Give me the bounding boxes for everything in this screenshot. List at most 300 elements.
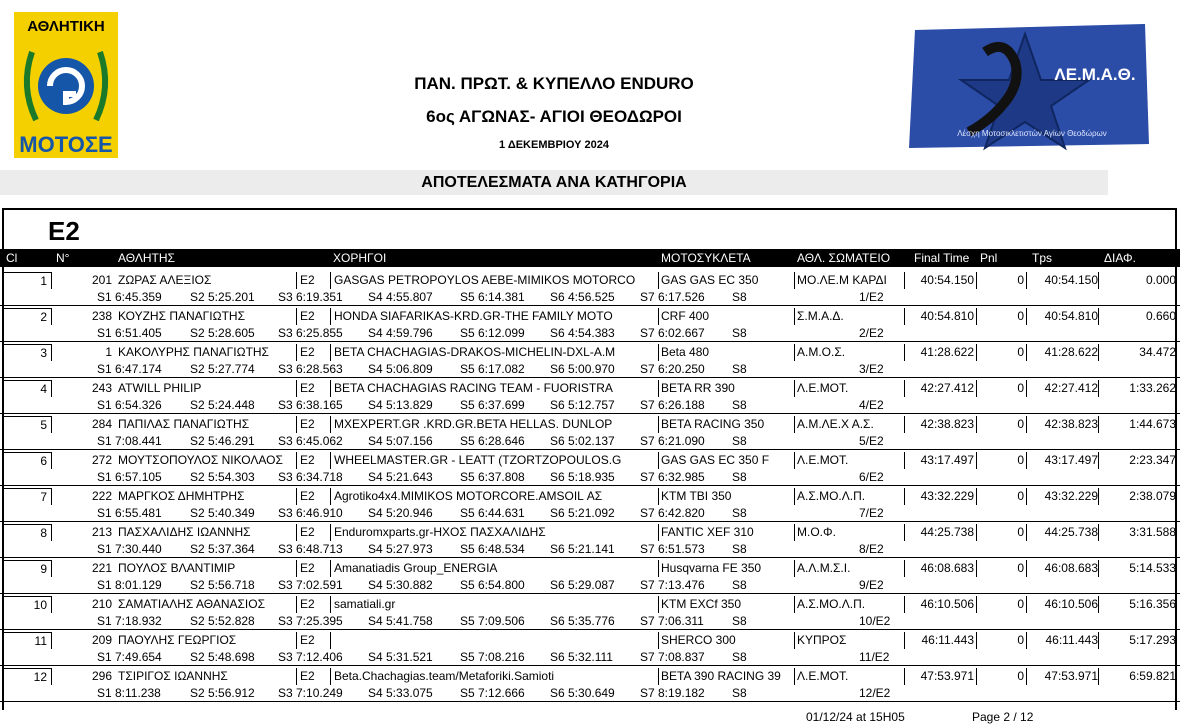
category-position: 5/E2 — [859, 434, 884, 448]
cell-divider — [976, 596, 977, 613]
cell-tps: 46:10.506 — [1044, 597, 1098, 611]
cell-divider — [1098, 344, 1099, 361]
cell-class: 12 — [2, 668, 52, 685]
split-s2: S2 5:54.303 — [190, 470, 255, 484]
col-diff: ΔΙΑΦ. — [1104, 251, 1136, 265]
split-s6: S6 5:12.757 — [550, 398, 615, 412]
cell-sponsor: BETA CHACHAGIAS-DRAKOS-MICHELIN-DXL-A.M — [334, 345, 616, 359]
cell-divider — [794, 632, 795, 649]
cell-divider — [658, 524, 659, 541]
split-s1: S1 8:11.238 — [97, 686, 161, 700]
split-s4: S4 5:27.973 — [368, 542, 433, 556]
cell-bike: KTM EXCf 350 — [661, 597, 742, 611]
cell-tps: 44:25.738 — [1044, 525, 1098, 539]
cell-rider: ΚΟΥΖΗΣ ΠΑΝΑΓΙΩΤΗΣ — [118, 309, 246, 323]
split-s7: S7 8:19.182 — [640, 686, 705, 700]
split-s3: S3 6:19.351 — [278, 290, 343, 304]
cell-category: E2 — [300, 633, 315, 647]
split-s6: S6 5:18.935 — [550, 470, 615, 484]
cell-club: Α.Σ.ΜΟ.Λ.Π. — [797, 597, 866, 611]
cell-diff: 0.000 — [1145, 273, 1176, 287]
cell-category: E2 — [300, 345, 315, 359]
cell-penalty: 0 — [1017, 633, 1024, 647]
logo-right-sub: Λέσχη Μοτοσικλετιστών Αγίων Θεοδώρων — [957, 129, 1107, 138]
cell-divider — [1026, 344, 1027, 361]
cell-divider — [904, 560, 905, 577]
cell-divider — [1026, 596, 1027, 613]
cell-divider — [296, 380, 297, 397]
result-row — [0, 560, 1180, 577]
cell-diff: 3:31.588 — [1129, 525, 1176, 539]
split-s5: S5 6:48.534 — [460, 542, 525, 556]
cell-divider — [296, 668, 297, 685]
split-times-row — [0, 397, 1180, 414]
cell-divider — [658, 596, 659, 613]
cell-divider — [330, 344, 331, 361]
split-s1: S1 7:08.441 — [97, 434, 162, 448]
split-s8: S8 — [732, 650, 747, 664]
category-position: 12/E2 — [859, 686, 891, 700]
split-s4: S4 4:55.807 — [368, 290, 433, 304]
cell-sponsor: HONDA SIAFARIKAS-KRD.GR-THE FAMILY MOTO — [334, 309, 613, 323]
split-s6: S6 5:21.141 — [550, 542, 615, 556]
cell-divider — [1098, 524, 1099, 541]
cell-rider: ΤΣΙΡΙΓΟΣ ΙΩΑΝΝΗΣ — [118, 669, 228, 683]
cell-divider — [904, 308, 905, 325]
split-s6: S6 5:29.087 — [550, 578, 615, 592]
cell-divider — [1026, 272, 1027, 289]
cell-bike: FANTIC XEF 310 — [661, 525, 754, 539]
cell-final-time: 47:53.971 — [920, 669, 974, 683]
cell-rider: ΚΑΚΟΛΥΡΗΣ ΠΑΝΑΓΙΩΤΗΣ — [118, 345, 269, 359]
cell-bike: Beta 480 — [661, 345, 710, 359]
column-header-row — [0, 249, 1180, 267]
cell-bike: SHERCO 300 — [661, 633, 736, 647]
category-position: 8/E2 — [859, 542, 884, 556]
split-s7: S7 6:20.250 — [640, 362, 705, 376]
split-s3: S3 6:46.910 — [278, 506, 343, 520]
split-times-row — [0, 649, 1180, 666]
cell-divider — [330, 524, 331, 541]
cell-category: E2 — [300, 381, 315, 395]
result-row — [0, 632, 1180, 649]
cell-number: 284 — [91, 417, 112, 431]
category-position: 2/E2 — [859, 326, 884, 340]
cell-sponsor: MXEXPERT.GR .KRD.GR.BETA HELLAS. DUNLOP — [334, 417, 613, 431]
split-s6: S6 5:35.776 — [550, 614, 615, 628]
cell-divider — [1098, 596, 1099, 613]
split-s8: S8 — [732, 470, 747, 484]
cell-club: Μ.Ο.Φ. — [797, 525, 836, 539]
cell-number: 238 — [91, 309, 112, 323]
cell-category: E2 — [300, 669, 315, 683]
col-bike: ΜΟΤΟΣΥΚΛΕΤΑ — [661, 251, 751, 265]
split-s7: S7 6:02.667 — [640, 326, 705, 340]
split-s2: S2 5:46.291 — [190, 434, 255, 448]
cell-divider — [296, 272, 297, 289]
result-row — [0, 488, 1180, 505]
cell-tps: 43:32.229 — [1044, 489, 1098, 503]
result-row — [0, 524, 1180, 541]
cell-rider: ΠΑΟΥΛΗΣ ΓΕΩΡΓΙΟΣ — [118, 633, 237, 647]
cell-number: 272 — [91, 453, 112, 467]
cell-sponsor: Agrotiko4x4.MIMIKOS MOTORCORE.AMSOIL ΑΣ — [334, 489, 603, 503]
cell-category: E2 — [300, 309, 315, 323]
cell-divider — [1026, 452, 1027, 469]
split-s8: S8 — [732, 686, 747, 700]
cell-number: 243 — [91, 381, 112, 395]
cell-divider — [330, 668, 331, 685]
cell-diff: 34.472 — [1139, 345, 1176, 359]
cell-penalty: 0 — [1017, 273, 1024, 287]
cell-penalty: 0 — [1017, 669, 1024, 683]
cell-divider — [658, 416, 659, 433]
col-rider: ΑΘΛΗΤΗΣ — [118, 251, 175, 265]
split-times-row — [0, 505, 1180, 522]
split-s1: S1 8:01.129 — [97, 578, 162, 592]
split-s6: S6 5:00.970 — [550, 362, 615, 376]
split-s1: S1 7:49.654 — [97, 650, 162, 664]
split-s2: S2 5:28.605 — [190, 326, 255, 340]
cell-divider — [296, 560, 297, 577]
category-position: 4/E2 — [859, 398, 884, 412]
cell-penalty: 0 — [1017, 489, 1024, 503]
split-s4: S4 5:21.643 — [368, 470, 433, 484]
cell-class: 6 — [2, 452, 52, 469]
logo-bottom-text: ΜΟΤΟΣΕ — [19, 132, 113, 157]
cell-divider — [976, 416, 977, 433]
cell-divider — [296, 632, 297, 649]
cell-final-time: 46:10.506 — [920, 597, 974, 611]
cell-club: Α.Μ.ΛΕ.Χ Α.Σ. — [797, 417, 874, 431]
cell-divider — [658, 380, 659, 397]
split-s7: S7 6:21.090 — [640, 434, 705, 448]
cell-tps: 46:11.443 — [1045, 633, 1098, 647]
section-title: ΑΠΟΤΕΛΕΣΜΑΤΑ ΑΝΑ ΚΑΤΗΓΟΡΙΑ — [421, 174, 687, 191]
split-s7: S7 6:42.820 — [640, 506, 705, 520]
cell-class: 4 — [2, 380, 52, 397]
cell-divider — [658, 488, 659, 505]
category-position: 11/E2 — [859, 650, 890, 664]
result-row — [0, 380, 1180, 397]
cell-penalty: 0 — [1017, 525, 1024, 539]
split-s8: S8 — [732, 542, 747, 556]
split-s2: S2 5:56.912 — [190, 686, 255, 700]
cell-final-time: 40:54.150 — [920, 273, 974, 287]
cell-rider: ATWILL PHILIP — [118, 381, 202, 395]
cell-category: E2 — [300, 453, 315, 467]
cell-rider: ΜΑΡΓΚΟΣ ΔΗΜΗΤΡΗΣ — [118, 489, 245, 503]
split-s6: S6 4:56.525 — [550, 290, 615, 304]
cell-club: ΜΟ.ΛΕ.Μ ΚΑΡΔΙ — [797, 273, 887, 287]
cell-divider — [976, 308, 977, 325]
cell-bike: BETA RACING 350 — [661, 417, 765, 431]
cell-category: E2 — [300, 561, 315, 575]
cell-final-time: 44:25.738 — [920, 525, 974, 539]
cell-divider — [794, 488, 795, 505]
cell-divider — [658, 668, 659, 685]
cell-bike: GAS GAS EC 350 F — [661, 453, 770, 467]
cell-divider — [794, 524, 795, 541]
cell-divider — [330, 452, 331, 469]
split-s5: S5 6:54.800 — [460, 578, 525, 592]
col-tps: Tps — [1032, 251, 1053, 265]
split-s2: S2 5:48.698 — [190, 650, 255, 664]
split-s3: S3 6:34.718 — [278, 470, 343, 484]
cell-divider — [658, 560, 659, 577]
cell-tps: 40:54.150 — [1044, 273, 1098, 287]
cell-divider — [904, 452, 905, 469]
cell-divider — [1098, 560, 1099, 577]
split-s3: S3 7:12.406 — [278, 650, 343, 664]
event-subtitle: 6ος ΑΓΩΝΑΣ- ΑΓΙΟΙ ΘΕΟΔΩΡΟΙ — [426, 107, 682, 126]
cell-divider — [904, 668, 905, 685]
col-final: Final Time — [914, 251, 970, 265]
cell-divider — [904, 632, 905, 649]
split-s3: S3 6:48.713 — [278, 542, 343, 556]
cell-divider — [1026, 524, 1027, 541]
cell-diff: 6:59.821 — [1129, 669, 1176, 683]
split-s2: S2 5:37.364 — [190, 542, 255, 556]
cell-divider — [330, 308, 331, 325]
result-row — [0, 596, 1180, 613]
cell-diff: 5:14.533 — [1129, 561, 1176, 575]
cell-class: 7 — [2, 488, 52, 505]
split-s5: S5 7:12.666 — [460, 686, 525, 700]
cell-diff: 5:16.356 — [1129, 597, 1176, 611]
split-s5: S5 6:17.082 — [460, 362, 525, 376]
cell-club: Α.Λ.Μ.Σ.Ι. — [797, 561, 851, 575]
split-s8: S8 — [732, 578, 747, 592]
split-s6: S6 5:30.649 — [550, 686, 615, 700]
split-s8: S8 — [732, 506, 747, 520]
split-s2: S2 5:24.448 — [190, 398, 255, 412]
cell-category: E2 — [300, 525, 315, 539]
cell-penalty: 0 — [1017, 381, 1024, 395]
cell-diff: 2:23.347 — [1129, 453, 1176, 467]
split-s3: S3 6:45.062 — [278, 434, 343, 448]
cell-class: 1 — [2, 272, 52, 289]
split-s3: S3 7:25.395 — [278, 614, 343, 628]
cell-divider — [904, 524, 905, 541]
cell-divider — [330, 596, 331, 613]
split-s4: S4 5:41.758 — [368, 614, 433, 628]
cell-tps: 42:27.412 — [1044, 381, 1098, 395]
split-s8: S8 — [732, 362, 747, 376]
split-s1: S1 7:30.440 — [97, 542, 162, 556]
split-s4: S4 4:59.796 — [368, 326, 433, 340]
cell-divider — [658, 452, 659, 469]
cell-divider — [976, 524, 977, 541]
cell-club: ΚΥΠΡΟΣ — [797, 633, 847, 647]
cell-tps: 41:28.622 — [1044, 345, 1098, 359]
split-s7: S7 7:08.837 — [640, 650, 705, 664]
split-times-row — [0, 685, 1180, 702]
split-s5: S5 7:09.506 — [460, 614, 525, 628]
split-s8: S8 — [732, 290, 747, 304]
split-s8: S8 — [732, 326, 747, 340]
cell-class: 9 — [2, 560, 52, 577]
cell-divider — [1026, 380, 1027, 397]
cell-rider: ΖΩΡΑΣ ΑΛΕΞΙΟΣ — [118, 273, 212, 287]
cell-tps: 46:08.683 — [1044, 561, 1098, 575]
col-sponsors: ΧΟΡΗΓΟΙ — [333, 251, 387, 265]
cell-class: 10 — [2, 596, 52, 613]
split-s3: S3 6:28.563 — [278, 362, 343, 376]
cell-divider — [794, 560, 795, 577]
split-s2: S2 5:40.349 — [190, 506, 255, 520]
cell-divider — [1098, 416, 1099, 433]
cell-divider — [794, 308, 795, 325]
event-title: ΠΑΝ. ΠΡΩΤ. & ΚΥΠΕΛΛΟ ENDURO — [414, 74, 694, 93]
cell-divider — [1026, 668, 1027, 685]
cell-final-time: 41:28.622 — [920, 345, 974, 359]
logo-top-text: ΑΘΛΗΤΙΚΗ — [27, 18, 105, 35]
cell-rider: ΠΑΠΙΛΑΣ ΠΑΝΑΓΙΩΤΗΣ — [118, 417, 250, 431]
split-s3: S3 6:25.855 — [278, 326, 343, 340]
split-s7: S7 7:13.476 — [640, 578, 705, 592]
split-s4: S4 5:06.809 — [368, 362, 433, 376]
cell-divider — [1026, 632, 1027, 649]
cell-divider — [976, 632, 977, 649]
cell-sponsor: Amanatiadis Group_ENERGIA — [334, 561, 498, 575]
cell-final-time: 46:08.683 — [920, 561, 974, 575]
split-s8: S8 — [732, 398, 747, 412]
split-s8: S8 — [732, 614, 747, 628]
split-s4: S4 5:33.075 — [368, 686, 433, 700]
cell-divider — [976, 488, 977, 505]
cell-final-time: 46:11.443 — [921, 633, 974, 647]
category-position: 6/E2 — [859, 470, 884, 484]
split-s7: S7 6:51.573 — [640, 542, 705, 556]
split-s1: S1 6:55.481 — [97, 506, 162, 520]
cell-penalty: 0 — [1017, 345, 1024, 359]
result-row — [0, 416, 1180, 433]
cell-divider — [976, 668, 977, 685]
col-cl: Cl — [6, 251, 18, 265]
category-code: E2 — [48, 216, 80, 246]
cell-divider — [296, 344, 297, 361]
split-times-row — [0, 577, 1180, 594]
cell-divider — [1026, 308, 1027, 325]
split-s7: S7 6:26.188 — [640, 398, 705, 412]
cell-divider — [658, 344, 659, 361]
cell-divider — [330, 488, 331, 505]
cell-club: Λ.Ε.ΜΟΤ. — [797, 453, 849, 467]
cell-divider — [330, 416, 331, 433]
split-s3: S3 7:02.591 — [278, 578, 343, 592]
cell-divider — [296, 452, 297, 469]
col-pnl: Pnl — [980, 251, 998, 265]
cell-divider — [330, 272, 331, 289]
cell-penalty: 0 — [1017, 309, 1024, 323]
category-position: 3/E2 — [859, 362, 884, 376]
cell-diff: 1:33.262 — [1129, 381, 1176, 395]
cell-divider — [1098, 668, 1099, 685]
split-s5: S5 6:14.381 — [460, 290, 525, 304]
cell-tps: 40:54.810 — [1044, 309, 1098, 323]
footer-page: Page 2 / 12 — [972, 710, 1034, 724]
cell-divider — [904, 272, 905, 289]
cell-category: E2 — [300, 417, 315, 431]
split-s7: S7 6:32.985 — [640, 470, 705, 484]
result-row — [0, 668, 1180, 685]
cell-divider — [658, 308, 659, 325]
result-row — [0, 452, 1180, 469]
split-s3: S3 6:38.165 — [278, 398, 343, 412]
cell-class: 11 — [2, 632, 52, 649]
split-times-row — [0, 433, 1180, 450]
cell-sponsor: Beta.Chachagias.team/Metaforiki.Samioti — [334, 669, 555, 683]
cell-bike: KTM TBI 350 — [661, 489, 732, 503]
cell-number: 209 — [91, 633, 112, 647]
split-s1: S1 6:54.326 — [97, 398, 162, 412]
result-row — [0, 272, 1180, 289]
cell-divider — [904, 380, 905, 397]
cell-penalty: 0 — [1017, 453, 1024, 467]
split-s3: S3 7:10.249 — [278, 686, 343, 700]
split-s2: S2 5:25.201 — [190, 290, 255, 304]
cell-sponsor: Enduromxparts.gr-ΗΧΟΣ ΠΑΣΧΑΛΙΔΗΣ — [334, 525, 546, 539]
cell-divider — [794, 416, 795, 433]
cell-divider — [1098, 632, 1099, 649]
cell-category: E2 — [300, 489, 315, 503]
cell-divider — [904, 416, 905, 433]
split-s6: S6 4:54.383 — [550, 326, 615, 340]
cell-divider — [794, 380, 795, 397]
split-s1: S1 6:47.174 — [97, 362, 162, 376]
cell-divider — [794, 596, 795, 613]
cell-divider — [1098, 488, 1099, 505]
split-s5: S5 6:37.699 — [460, 398, 525, 412]
split-s6: S6 5:32.111 — [550, 650, 613, 664]
cell-divider — [330, 380, 331, 397]
cell-divider — [794, 272, 795, 289]
cell-divider — [976, 452, 977, 469]
cell-divider — [296, 596, 297, 613]
split-s4: S4 5:07.156 — [368, 434, 433, 448]
footer-timestamp: 01/12/24 at 15H05 — [806, 710, 905, 724]
logo-right-text: ΛΕ.Μ.Α.Θ. — [1054, 65, 1136, 84]
split-s1: S1 6:51.405 — [97, 326, 162, 340]
cell-sponsor: samatiali.gr — [334, 597, 396, 611]
category-position: 1/E2 — [859, 290, 884, 304]
cell-club: Α.Σ.ΜΟ.Λ.Π. — [797, 489, 866, 503]
cell-penalty: 0 — [1017, 561, 1024, 575]
cell-final-time: 43:17.497 — [920, 453, 974, 467]
cell-divider — [976, 344, 977, 361]
cell-tps: 43:17.497 — [1044, 453, 1098, 467]
cell-divider — [296, 524, 297, 541]
cell-divider — [658, 632, 659, 649]
cell-penalty: 0 — [1017, 417, 1024, 431]
cell-sponsor: GASGAS PETROPOYLOS AEBE-MIMIKOS MOTORCO — [334, 273, 636, 287]
split-s5: S5 6:37.808 — [460, 470, 525, 484]
cell-divider — [330, 632, 331, 649]
cell-divider — [1098, 272, 1099, 289]
split-s4: S4 5:31.521 — [368, 650, 433, 664]
split-s5: S5 6:12.099 — [460, 326, 525, 340]
cell-bike: CRF 400 — [661, 309, 710, 323]
cell-number: 210 — [91, 597, 112, 611]
split-s7: S7 7:06.311 — [640, 614, 704, 628]
cell-class: 2 — [2, 308, 52, 325]
split-times-row — [0, 469, 1180, 486]
cell-divider — [296, 488, 297, 505]
split-s5: S5 7:08.216 — [460, 650, 525, 664]
cell-number: 222 — [91, 489, 112, 503]
cell-divider — [904, 344, 905, 361]
